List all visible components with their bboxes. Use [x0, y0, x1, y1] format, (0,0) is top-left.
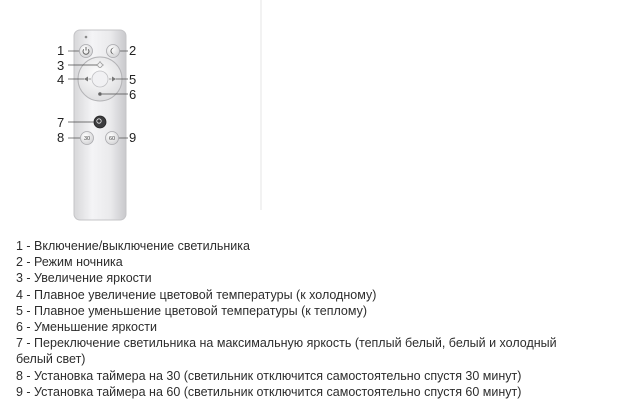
timer-60-label: 60 [108, 136, 116, 143]
night-mode-button[interactable] [107, 45, 120, 58]
legend-item-3: 3 - Увеличение яркости [16, 271, 152, 286]
callout-9: 9 [129, 130, 137, 145]
callout-5: 5 [129, 72, 137, 87]
timer-30-label: 30 [83, 136, 91, 143]
led-indicator-icon [85, 36, 88, 39]
legend-item-7-continued: белый свет) [16, 352, 86, 367]
brightness-down-button[interactable] [98, 92, 102, 96]
timer-30-button[interactable] [81, 132, 94, 145]
max-brightness-button[interactable] [94, 116, 106, 128]
legend-item-8: 8 - Установка таймера на 30 (светильник отключится самостоятельно спустя 30 минут) [16, 368, 522, 383]
legend-item-5: 5 - Плавное уменьшение цветовой температуры (к теплому) [16, 303, 368, 318]
callout-8: 8 [57, 130, 65, 145]
legend-item-7: 7 - Переключение светильника на максимальную яркость (теплый белый, белый и холодный [16, 336, 557, 351]
legend-item-6: 6 - Уменьшение яркости [16, 320, 157, 335]
callout-3: 3 [57, 58, 65, 73]
legend-item-9: 9 - Установка таймера на 60 (светильник отключится самостоятельно спустя 60 минут) [16, 384, 522, 399]
callout-2: 2 [129, 43, 137, 58]
timer-60-button[interactable] [106, 132, 119, 145]
legend-item-1: 1 - Включение/выключение светильника [16, 239, 250, 253]
legend-item-2: 2 - Режим ночника [16, 255, 123, 270]
callout-1: 1 [57, 43, 65, 58]
button-legend [16, 238, 616, 400]
callout-4: 4 [57, 72, 65, 87]
callout-6: 6 [129, 87, 137, 102]
legend-item-4: 4 - Плавное увеличение цветовой температуры (к холодному) [16, 287, 377, 302]
power-button[interactable] [80, 45, 93, 58]
callout-7: 7 [57, 115, 65, 130]
